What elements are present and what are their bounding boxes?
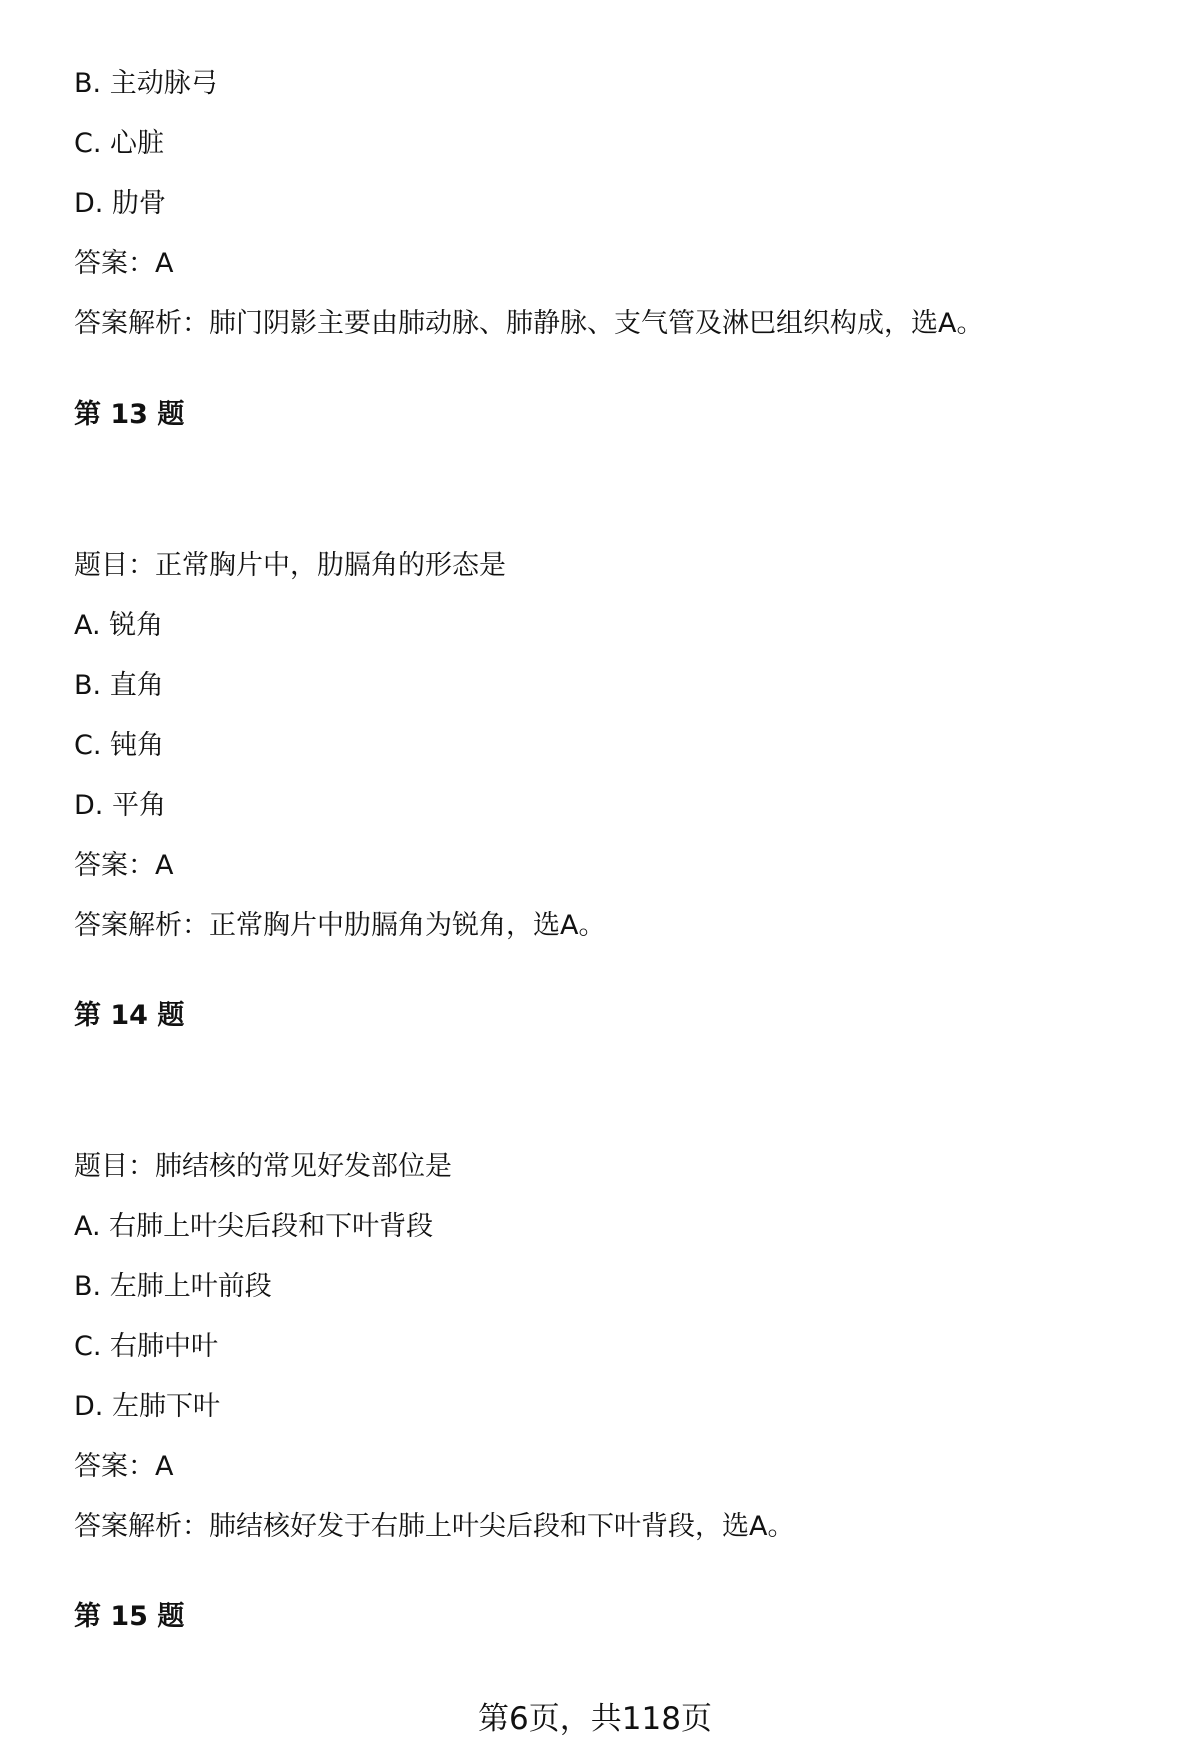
question-14-heading: 第 14 题 — [74, 1000, 185, 1031]
question-13-option-c: C. 钝角 — [74, 730, 165, 761]
prev-option-c: C. 心脏 — [74, 128, 165, 159]
question-13-explanation: 答案解析：正常胸片中肋膈角为锐角，选A。 — [74, 910, 606, 941]
question-13-option-a: A. 锐角 — [74, 610, 164, 641]
prev-option-d: D. 肋骨 — [74, 188, 166, 219]
question-15-heading: 第 15 题 — [74, 1601, 185, 1632]
question-14-option-a: A. 右肺上叶尖后段和下叶背段 — [74, 1211, 434, 1242]
question-14-answer: 答案：A — [74, 1451, 174, 1482]
question-14-option-c: C. 右肺中叶 — [74, 1331, 219, 1362]
prev-answer: 答案：A — [74, 248, 174, 279]
question-14-option-d: D. 左肺下叶 — [74, 1391, 220, 1422]
question-13-option-b: B. 直角 — [74, 670, 164, 701]
question-13-heading: 第 13 题 — [74, 399, 185, 430]
question-13-option-d: D. 平角 — [74, 790, 166, 821]
question-13-answer: 答案：A — [74, 850, 174, 881]
question-13-stem: 题目：正常胸片中，肋膈角的形态是 — [74, 550, 506, 581]
prev-explanation: 答案解析：肺门阴影主要由肺动脉、肺静脉、支气管及淋巴组织构成，选A。 — [74, 308, 984, 339]
prev-option-b: B. 主动脉弓 — [74, 68, 218, 99]
question-14-explanation: 答案解析：肺结核好发于右肺上叶尖后段和下叶背段，选A。 — [74, 1511, 795, 1542]
question-14-stem: 题目：肺结核的常见好发部位是 — [74, 1151, 452, 1182]
question-14-option-b: B. 左肺上叶前段 — [74, 1271, 272, 1302]
page-number: 第6页，共118页 — [478, 1701, 712, 1737]
